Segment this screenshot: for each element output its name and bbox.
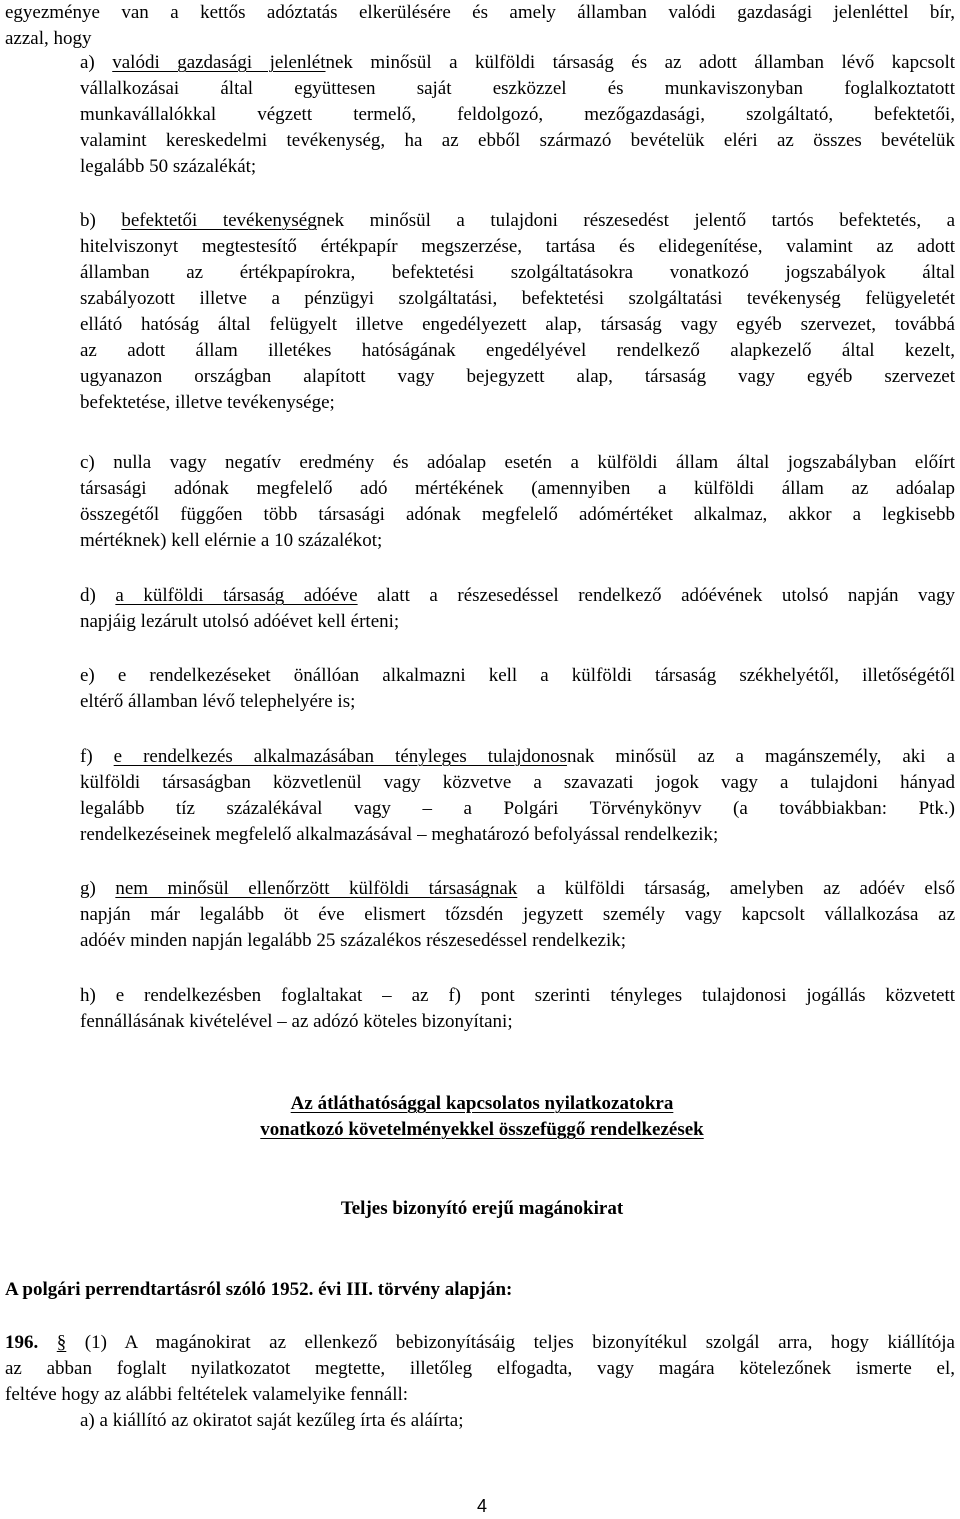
text-line: h) e rendelkezésben foglaltakat – az f) pont szerinti tényleges tulajdonosi jogállás közvetett (80, 985, 955, 1006)
defined-term: nem minősül ellenőrzött külföldi társaságnak (115, 878, 518, 899)
paragraph-a-line: a) valódi gazdasági jelenlétnek minősül a külföldi társaság és az adott államban lévő kapcsolt (80, 52, 956, 73)
section-heading-line-1: Az átláthatósággal kapcsolatos nyilatkozatokra (290, 1093, 674, 1114)
section-number: 196. (5, 1332, 57, 1353)
text-line: legalább tíz százalékával vagy – a Polgári Törvénykönyv (a továbbiakban: Ptk.) (80, 798, 955, 819)
text-line: egyezménye van a kettős adóztatás elkerülésére és amely államban valódi gazdasági jelenléttel bír, (5, 2, 955, 23)
text-line: feltéve hogy az alábbi feltételek valamelyike fennáll: (5, 1384, 409, 1405)
text-line: az adott állam illetékes hatóságának engedélyével rendelkező alapkezelő által kezelt, (80, 340, 955, 361)
text-line: vállalkozásai által együttesen saját eszközzel és munkaviszonyban foglalkoztatott (80, 78, 955, 99)
text-line: fennállásának kivételével – az adózó köteles bizonyítani; (80, 1011, 513, 1032)
text-line: adóév minden napján legalább 25 százalékos részesedéssel rendelkezik; (80, 930, 627, 951)
text-line: mértéknek) kell elérnie a 10 százalékot; (80, 530, 383, 551)
text-line: összegétől függően több társasági adónak megfelelő adómértéket alkalmaz, akkor a legkisebb (80, 504, 955, 525)
section-sign: § (56, 1332, 67, 1353)
text-line: külföldi társaságban közvetlenül vagy közvetve a szavazati jogok vagy a tulajdoni hányad (80, 772, 955, 793)
text-line: hitelviszonyt megtestesítő értékpapír megszerzése, tartása és elidegenítése, valamint az adott (80, 236, 955, 257)
paragraph-d-line: d) a külföldi társaság adóéve alatt a részesedéssel rendelkező adóévének utolsó napján vagy (80, 585, 955, 606)
defined-term: a külföldi társaság adóéve (115, 585, 358, 606)
defined-term: valódi gazdasági jelenlét (112, 52, 326, 73)
text-line: ugyanazon országban alapított vagy bejegyzett alap, társaság vagy egyéb szervezet (80, 366, 955, 387)
text-line: társasági adónak megfelelő adó mértékének (amennyiben a külföldi állam az adóalap (80, 478, 955, 499)
text-line: rendelkezéseinek megfelelő alkalmazásával – meghatározó befolyással rendelkezik; (80, 824, 719, 845)
text-line: ellátó hatóság által felügyelt illetve engedélyezett alap, társaság vagy egyéb szervezet, továbbá (80, 314, 955, 335)
text-line: legalább 50 százalékát; (80, 156, 257, 177)
text-line: szabályozott illetve a pénzügyi szolgáltatási, befektetési szolgáltatási tevékenység felügyeletét (80, 288, 955, 309)
page-number: 4 (476, 1496, 487, 1516)
text-line: munkavállalókkal végzett termelő, feldolgozó, mezőgazdasági, szolgáltató, befektetői, (80, 104, 955, 125)
text-line: eltérő államban lévő telephelyére is; (80, 691, 356, 712)
text-line: befektetése, illetve tevékenysége; (80, 392, 335, 413)
text-line: c) nulla vagy negatív eredmény és adóalap esetén a külföldi állam által jogszabályban előírt (80, 452, 955, 473)
text-line: e) e rendelkezéseket önállóan alkalmazni kell a külföldi társaság székhelyétől, illetőségétől (80, 665, 955, 686)
paragraph-f-line: f) e rendelkezés alkalmazásában tényleges tulajdonosnak minősül az a magánszemély, aki a (80, 746, 956, 767)
text-line: a) a kiállító az okiratot saját kezűleg írta és aláírta; (80, 1410, 464, 1431)
text-line: az abban foglalt nyilatkozatot megtette, illetőleg elfogadta, vagy magára kötelezőnek ismerte el, (5, 1358, 955, 1379)
text-line: azzal, hogy (5, 28, 92, 49)
text-line: valamint kereskedelmi tevékenység, ha az ebből származó bevételük eléri az összes bevételük (80, 130, 955, 151)
paragraph-b-line: b) befektetői tevékenységnek minősül a tulajdoni részesedést jelentő tartós befektetés, a (80, 210, 956, 231)
law-title: A polgári perrendtartásról szóló 1952. évi III. törvény alapján: (5, 1279, 513, 1300)
subheading: Teljes bizonyító erejű magánokirat (340, 1198, 624, 1219)
text-line: államban az értékpapírokra, befektetési szolgáltatásokra vonatkozó jogszabályok által (80, 262, 955, 283)
section-heading-line-2: vonatkozó követelményekkel összefüggő rendelkezések (260, 1119, 704, 1140)
paragraph-g-line: g) nem minősül ellenőrzött külföldi társaságnak a külföldi társaság, amelyben az adóév első (80, 878, 955, 899)
defined-term: e rendelkezés alkalmazásában tényleges tulajdonos (113, 746, 567, 767)
section-196-line: 196. § (1) A magánokirat az ellenkező bebizonyításáig teljes bizonyítékul szolgál arra, hogy kiállítója (5, 1332, 955, 1353)
defined-term: befektetői tevékenység (121, 210, 317, 231)
text-line: napjáig lezárult utolsó adóévet kell érteni; (80, 611, 400, 632)
text-line: napján már legalább öt éve elismert tőzsdén jegyzett személy vagy kapcsolt vállalkozása az (80, 904, 955, 925)
